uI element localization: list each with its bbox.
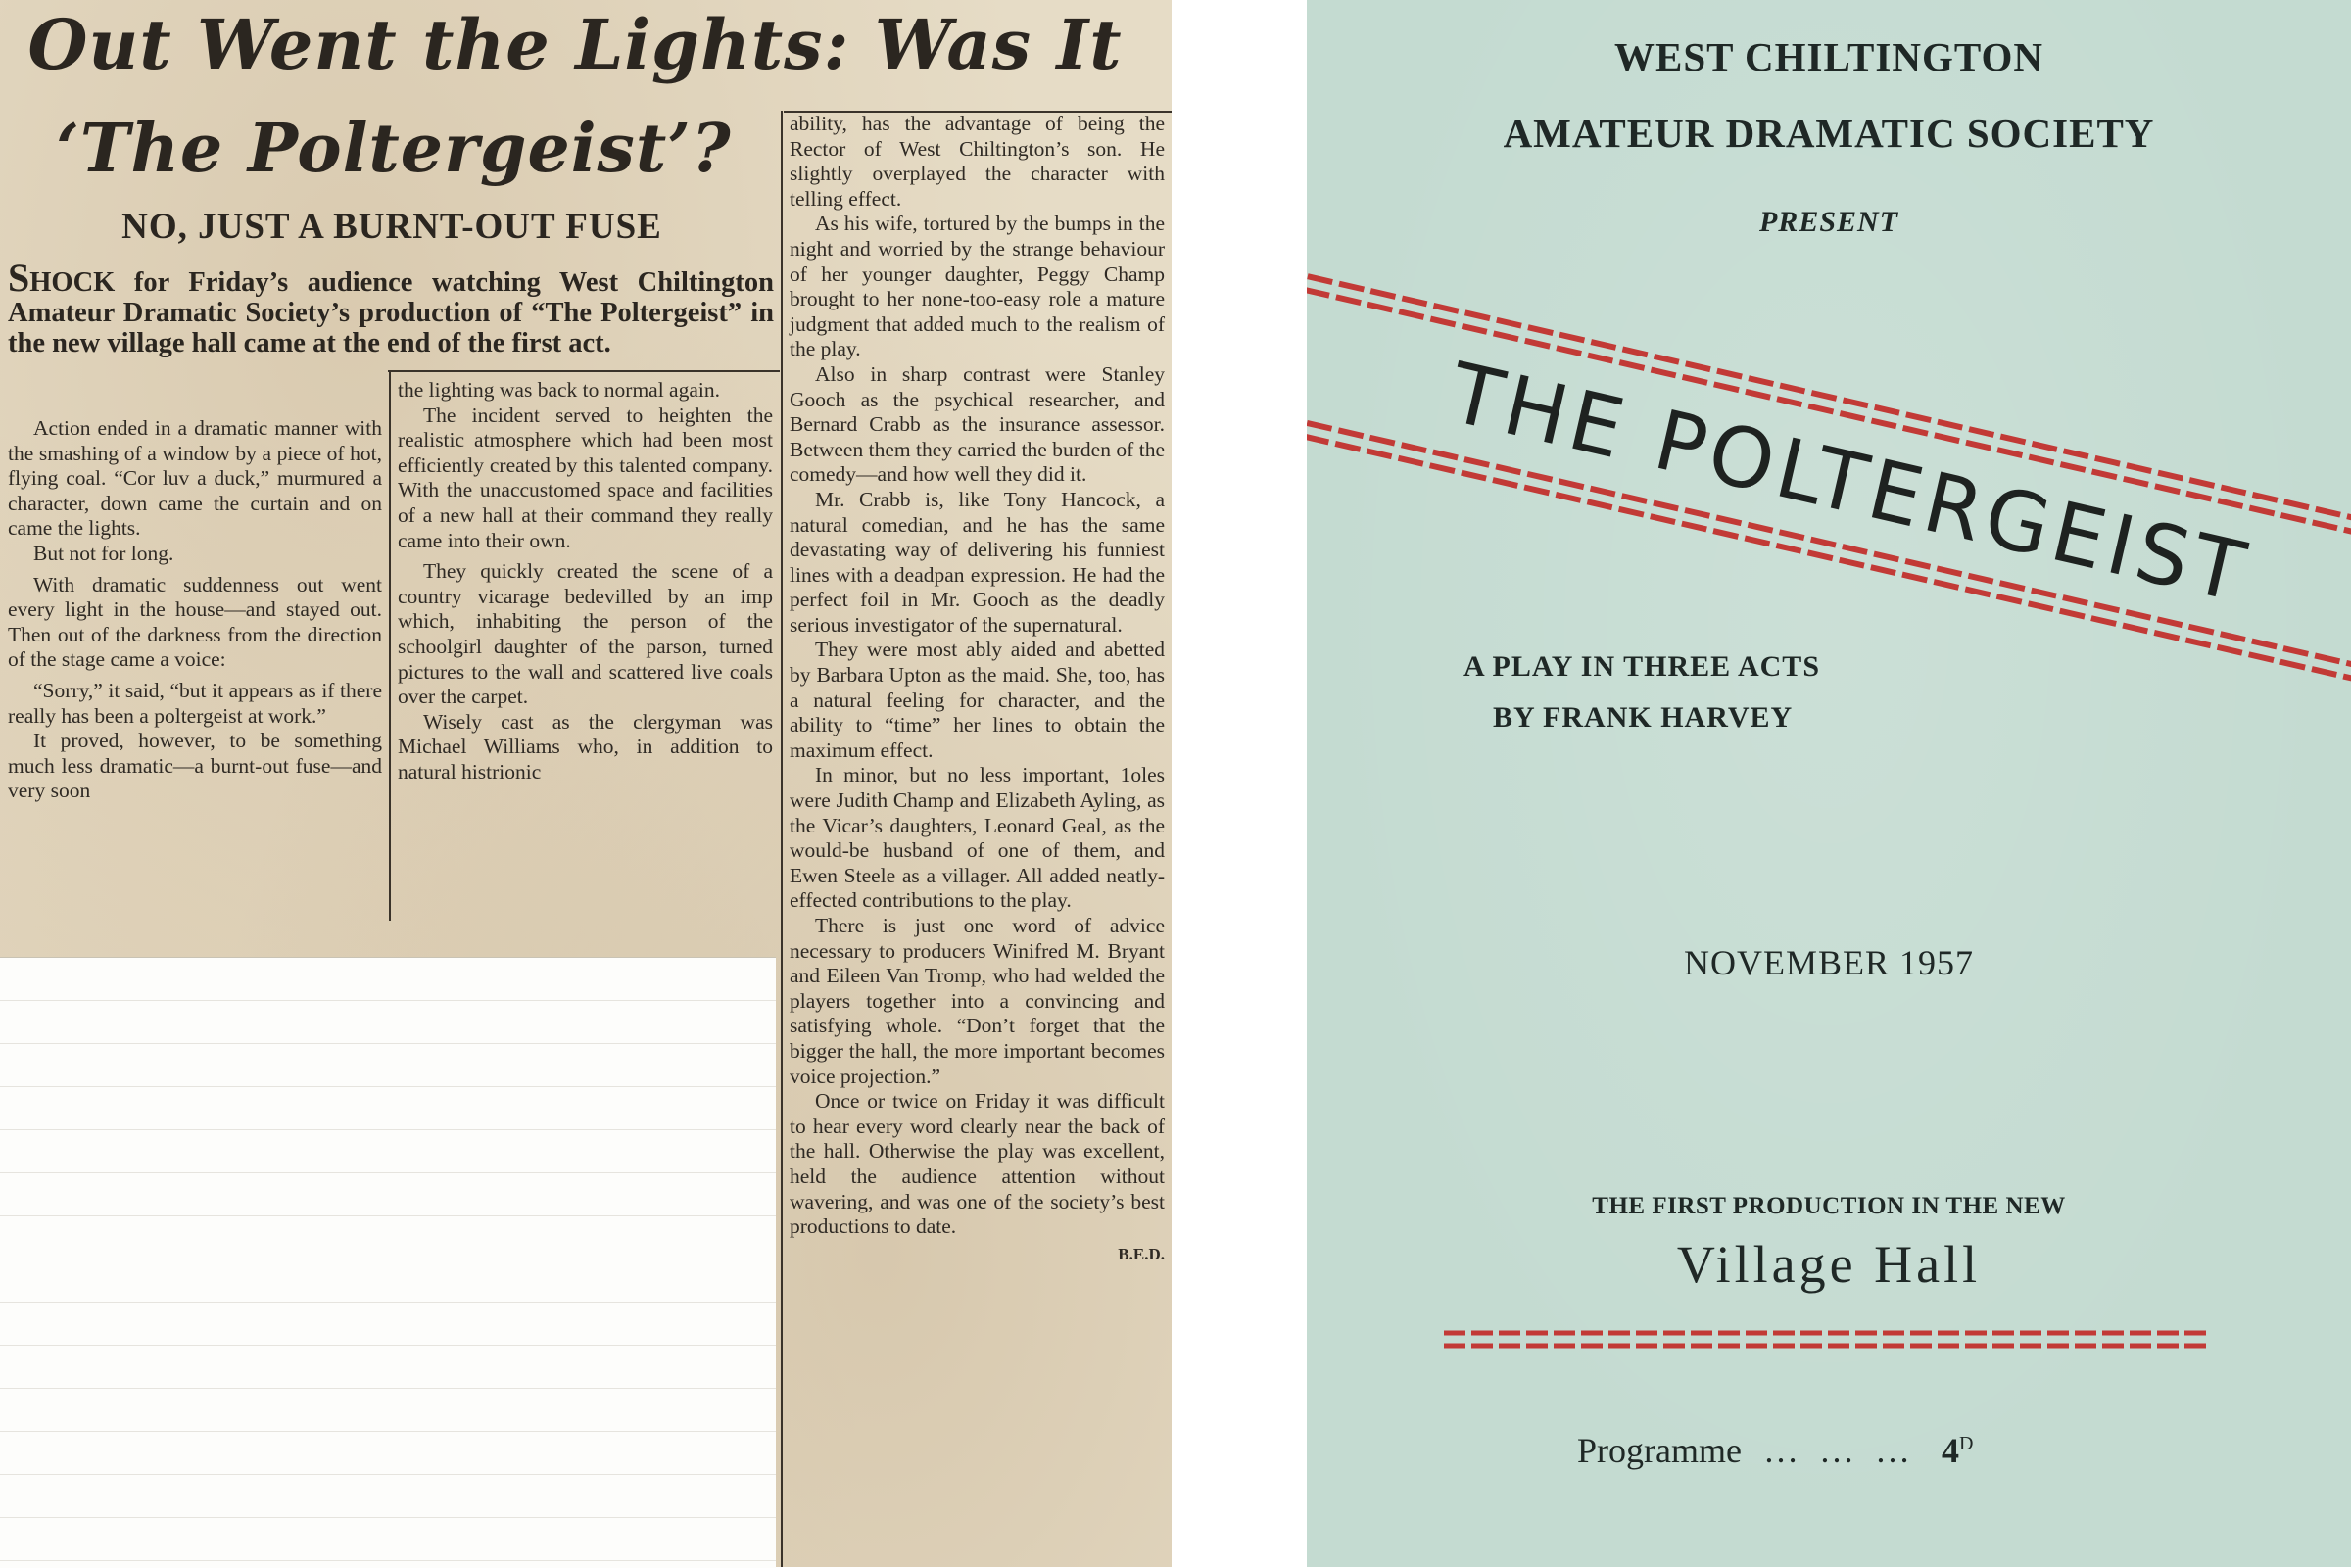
paragraph: In minor, but no less important, 1oles were Judith Champ and Elizabeth Ayling, as the Vicar’s daughters, Leonard Geal, as the would-be husband of one of them, and Ewen Steele as a villager. All added neatly-effected contributions to the play.	[790, 763, 1165, 913]
paragraph: ability, has the advantage of being the Rector of West Chiltington’s son. He slightly overplayed the character with telling effect.	[790, 112, 1165, 211]
paragraph: As his wife, tortured by the bumps in the night and worried by the strange behaviour of her younger daughter, Peggy Champ brought to her none-too-easy role a mature judgment that added much to the realism of the play.	[790, 212, 1165, 361]
paragraph: But not for long.	[33, 541, 174, 565]
play-subtitle: A PLAY IN THREE ACTS	[1463, 650, 1821, 683]
newspaper-clipping	[0, 0, 1172, 1567]
byline: B.E.D.	[1118, 1244, 1165, 1263]
column-rule-right	[781, 111, 783, 1567]
first-production-label: THE FIRST PRODUCTION IN THE NEW	[1592, 1193, 2066, 1219]
venue-name: Village Hall	[1676, 1235, 1982, 1294]
price-value: 4	[1941, 1431, 1959, 1470]
paragraph: They quickly created the scene of a country vicarage bedevilled by an imp which, inhabiting the person of the schoolgirl daughter of the parson, turned pictures to the wall and scattered live coals over the carpet.	[398, 559, 773, 709]
headline-line-2: ‘The Poltergeist’?	[56, 110, 732, 188]
performance-date: NOVEMBER 1957	[1683, 943, 1974, 982]
programme-price	[1577, 1430, 1973, 1471]
paragraph: Mr. Crabb is, like Tony Hancock, a natural comedian, and he has the same devastating way of delivering his funniest lines with a deadpan expression. He had the perfect foil in Mr. Gooch as the deadly serious investigator of the supernatural.	[790, 487, 1165, 637]
paragraph: Also in sharp contrast were Stanley Gooch as the psychical researcher, and Bernard Crabb as the insurance assessor. Between them they carried the burden of the comedy—and how well they did it.	[790, 361, 1165, 487]
price-label: Programme	[1577, 1431, 1742, 1470]
notebook-page	[0, 957, 776, 1568]
present-label: PRESENT	[1758, 206, 1899, 238]
paragraph: It proved, however, to be something much less dramatic—a burnt-out fuse—and very soon	[8, 729, 382, 803]
article-column-3	[790, 112, 1165, 1266]
article-column-1	[8, 416, 382, 804]
paragraph: Action ended in a dramatic manner with the smashing of a window by a piece of hot, flying coal. “Cor luv a duck,” murmured a character, down came the curtain and on came the lights.	[8, 416, 382, 541]
clipping-subheadline: NO, JUST A BURNT-OUT FUSE	[121, 207, 662, 247]
lead-dropcap: S	[8, 256, 30, 300]
headline-line-1: Out Went the Lights: Was It	[27, 4, 1123, 85]
clipping-lead	[8, 256, 774, 358]
title-banner	[1307, 0, 2351, 686]
price-dots: … … …	[1762, 1431, 1916, 1470]
paragraph: Once or twice on Friday it was difficult to hear every word clearly near the back of the hall. Otherwise the play was excellent, held the audience attention without wavering, and was one of the society’s best productions to date.	[790, 1089, 1165, 1239]
column-rule-center	[389, 372, 391, 921]
paragraph: With dramatic suddenness out went every light in the house—and stayed out. Then out of the darkness from the direction of the stage came a voice:	[8, 572, 382, 672]
theatre-programme	[1307, 0, 2351, 1567]
play-author: BY FRANK HARVEY	[1493, 701, 1794, 734]
article-column-2	[398, 378, 773, 785]
society-name-line-2: AMATEUR DRAMATIC SOCIETY	[1503, 111, 2155, 156]
lead-text: HOCK for Friday’s audience watching West Chiltington Amateur Dramatic Society’s production of “The Poltergeist” in the new village hall came at the end of the first act.	[8, 267, 774, 358]
banner-group	[1307, 276, 2351, 686]
price-unit: D	[1958, 1433, 1974, 1454]
paragraph: Wisely cast as the clergyman was Michael Williams who, in addition to natural histrionic	[398, 709, 773, 784]
paragraph: “Sorry,” it said, “but it appears as if there really has been a poltergeist at work.”	[8, 678, 382, 728]
paragraph: The incident served to heighten the realistic atmosphere which had been most efficiently created by this talented company. With the unaccustomed space and facilities of a new hall at their command they really came into their own.	[398, 403, 773, 552]
paragraph: There is just one word of advice necessary to producers Winifred M. Bryant and Eileen Van Tromp, who had welded the players together into a convincing and satisfying whole. “Don’t forget that the bigger the hall, the more important becomes voice projection.”	[790, 914, 1165, 1088]
column-rule-middle	[388, 370, 780, 372]
paragraph: the lighting was back to normal again.	[398, 378, 720, 402]
society-name-line-1: WEST CHILTINGTON	[1614, 34, 2043, 79]
paragraph: They were most ably aided and abetted by Barbara Upton as the maid. She, too, has a natural feeling for character, and the ability to “time” her lines to obtain the maximum effect.	[790, 638, 1165, 762]
play-title: THE POLTERGEIST	[1441, 344, 2256, 621]
red-dashed-rule-footer	[1444, 1327, 2208, 1353]
